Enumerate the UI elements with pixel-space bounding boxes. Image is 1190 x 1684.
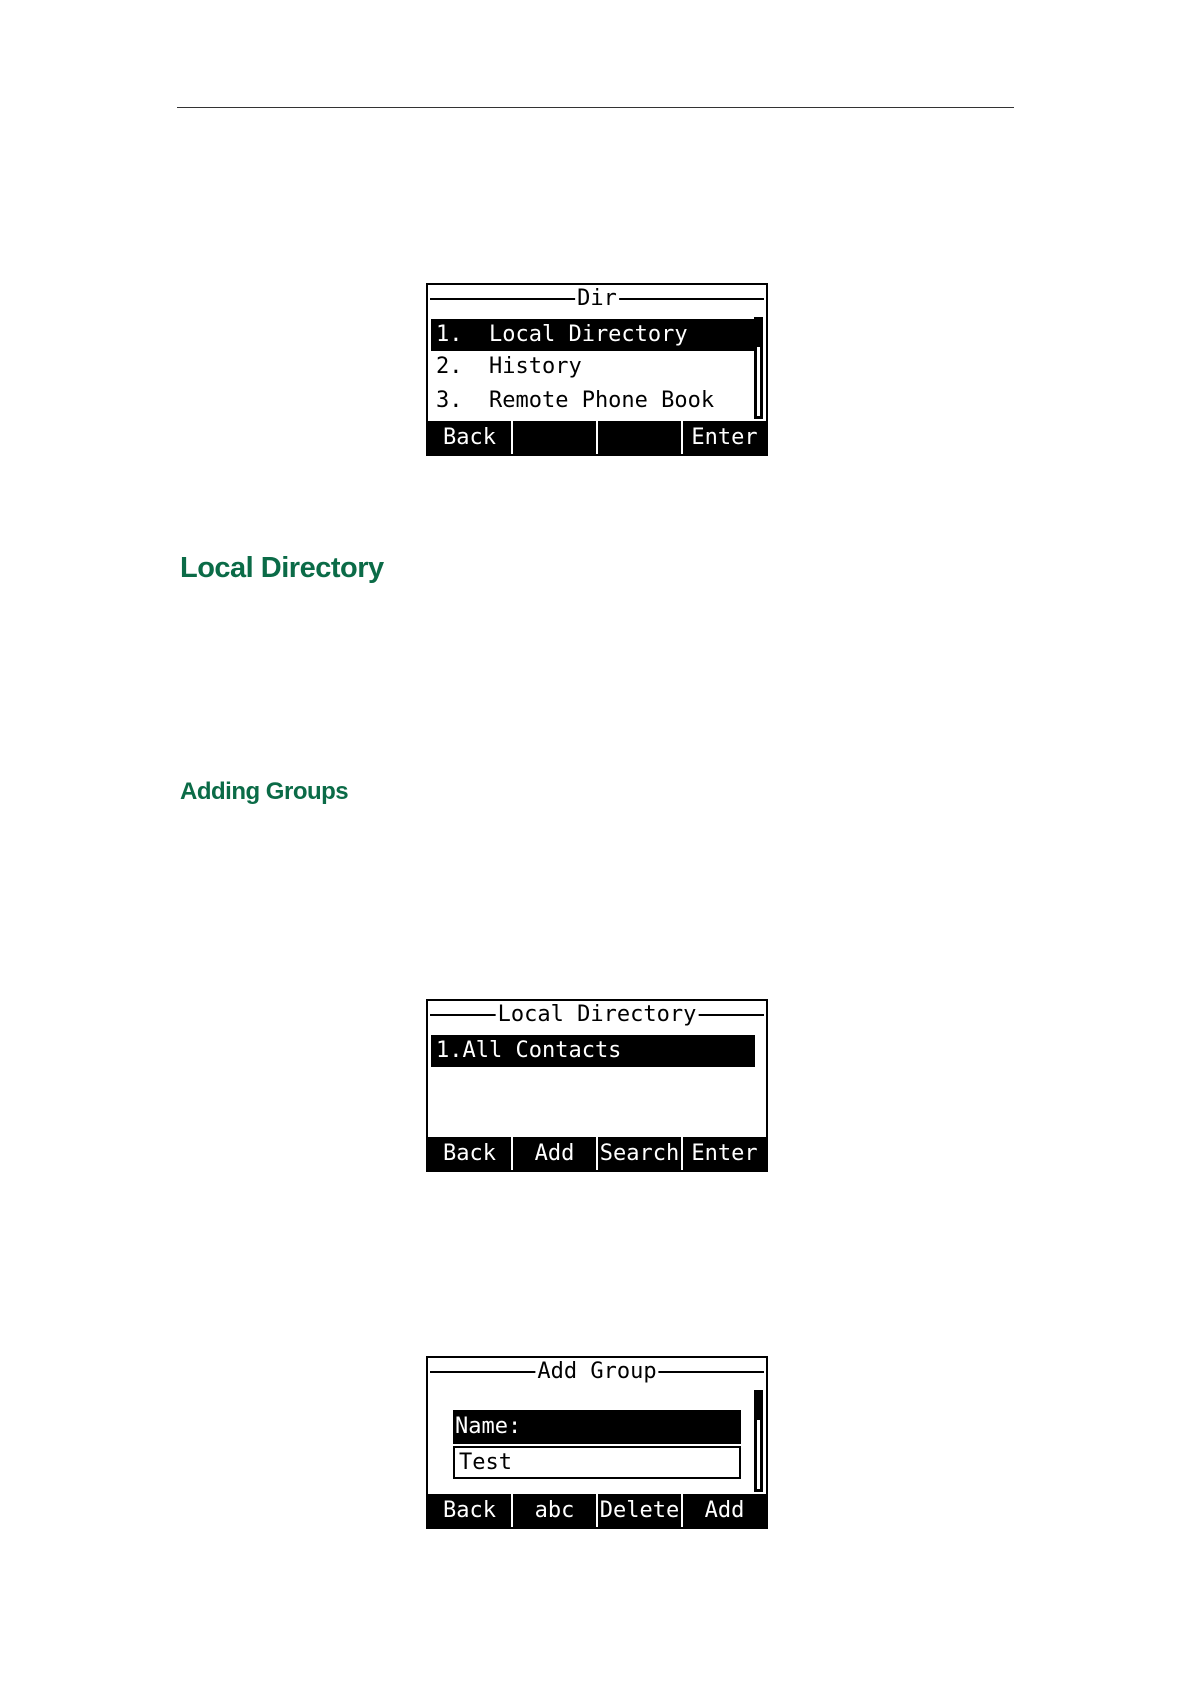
- screen-title-bar: [428, 1358, 766, 1388]
- screen-title-bar: [428, 285, 766, 315]
- screen-title: Local Directory: [497, 1002, 697, 1027]
- softkey-bar: [428, 421, 766, 454]
- section-heading-adding-groups: Adding Groups: [180, 778, 349, 805]
- scrollbar[interactable]: [754, 317, 763, 419]
- softkey-add[interactable]: Add: [681, 1494, 766, 1527]
- name-input[interactable]: Test: [453, 1446, 741, 1479]
- menu-item-remote-phone-book[interactable]: 3. Remote Phone Book: [436, 388, 715, 413]
- softkey-add[interactable]: Add: [511, 1137, 596, 1170]
- softkey-bar: [428, 1137, 766, 1170]
- header-rule: [177, 107, 1014, 108]
- phone-screen-local-directory: [426, 999, 768, 1172]
- softkey-back[interactable]: Back: [443, 1141, 496, 1166]
- softkey-delete[interactable]: Delete: [596, 1494, 681, 1527]
- section-heading-local-directory: Local Directory: [180, 552, 384, 584]
- softkey-enter[interactable]: Enter: [681, 1137, 766, 1170]
- menu-item-local-directory[interactable]: 1. Local Directory: [431, 319, 755, 351]
- name-field-label: Name:: [453, 1410, 741, 1444]
- softkey-empty-2[interactable]: [511, 421, 596, 454]
- softkey-bar: [428, 1494, 766, 1527]
- softkey-search[interactable]: Search: [596, 1137, 681, 1170]
- screen-title-bar: [428, 1001, 766, 1031]
- screen-title: Add Group: [537, 1359, 657, 1384]
- phone-screen-dir: [426, 283, 768, 456]
- screen-title: Dir: [577, 286, 617, 311]
- softkey-back[interactable]: Back: [443, 425, 496, 450]
- softkey-abc[interactable]: abc: [511, 1494, 596, 1527]
- softkey-back[interactable]: Back: [443, 1498, 496, 1523]
- scrollbar[interactable]: [754, 1390, 763, 1492]
- softkey-empty-3[interactable]: [596, 421, 681, 454]
- menu-item-all-contacts[interactable]: 1.All Contacts: [431, 1035, 755, 1067]
- softkey-enter[interactable]: Enter: [681, 421, 766, 454]
- menu-item-history[interactable]: 2. History: [436, 354, 582, 379]
- phone-screen-add-group: [426, 1356, 768, 1529]
